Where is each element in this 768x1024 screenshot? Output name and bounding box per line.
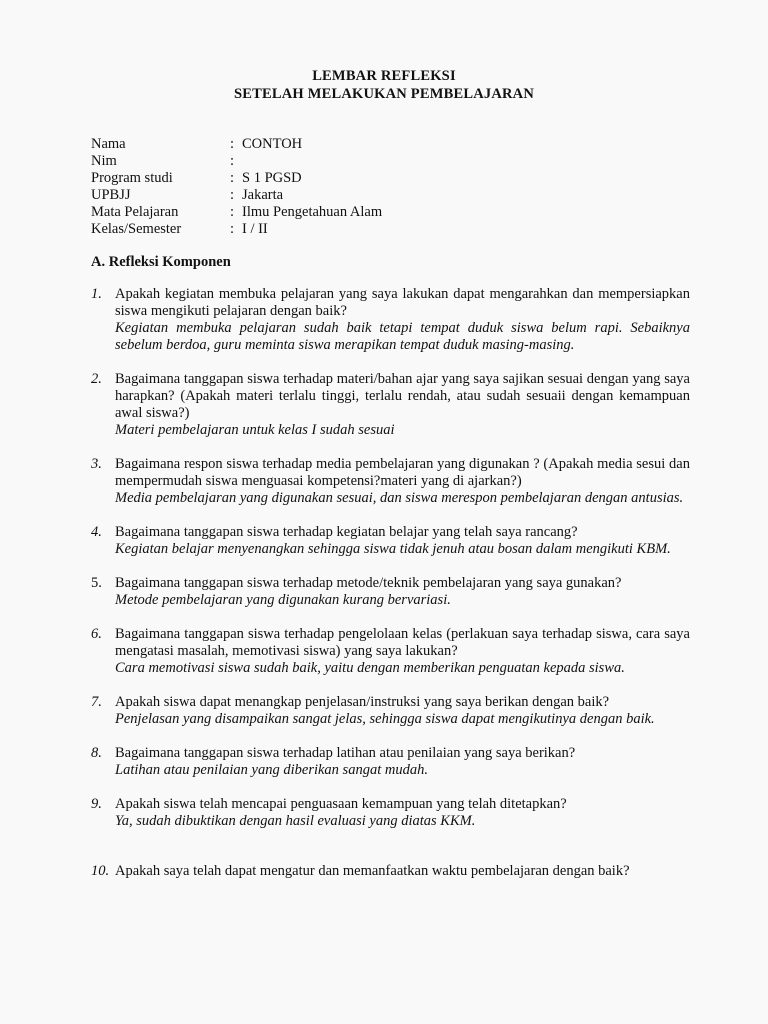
identity-value: Ilmu Pengetahuan Alam (242, 204, 383, 220)
identity-label: Nama (91, 136, 126, 152)
reflection-item-8 (91, 745, 690, 779)
document-title: LEMBAR REFLEKSI (312, 68, 456, 84)
item-number: 9. (91, 796, 102, 812)
identity-colon: : (230, 187, 235, 203)
reflection-item-9 (91, 796, 690, 830)
identity-colon: : (230, 204, 235, 220)
item-answer: Metode pembelajaran yang digunakan kurang bervariasi. (115, 592, 451, 608)
item-answer: Kegiatan membuka pelajaran sudah baik tetapi tempat duduk siswa belum rapi. Sebaiknya sebelum berdoa, guru meminta siswa merapikan tempat duduk masing-masing. (115, 320, 690, 353)
item-number: 3. (91, 456, 102, 472)
identity-label: Kelas/Semester (91, 221, 182, 237)
reflection-item-7 (91, 694, 690, 728)
item-answer: Cara memotivasi siswa sudah baik, yaitu dengan memberikan penguatan kepada siswa. (115, 660, 625, 676)
identity-colon: : (230, 136, 235, 152)
item-number: 6. (91, 626, 102, 642)
identity-value: S 1 PGSD (242, 170, 302, 186)
reflection-item-6 (91, 626, 690, 677)
item-answer: Materi pembelajaran untuk kelas I sudah sesuai (115, 422, 395, 438)
identity-value: I / II (242, 221, 268, 237)
item-answer: Ya, sudah dibuktikan dengan hasil evaluasi yang diatas KKM. (115, 813, 476, 829)
item-number: 7. (91, 694, 102, 710)
identity-colon: : (230, 170, 235, 186)
item-number: 4. (91, 524, 102, 540)
item-question: Apakah saya telah dapat mengatur dan memanfaatkan waktu pembelajaran dengan baik? (115, 863, 630, 879)
item-question: Bagaimana tanggapan siswa terhadap kegiatan belajar yang telah saya rancang? (115, 524, 578, 540)
identity-value: Jakarta (242, 187, 284, 203)
item-question: Bagaimana tanggapan siswa terhadap pengelolaan kelas (perlakuan saya terhadap siswa, cara saya mengatasi masalah, memotivasi siswa) yang saya lakukan? (115, 626, 690, 659)
reflection-list (91, 286, 690, 897)
item-number: 10. (91, 863, 110, 879)
document-subtitle: SETELAH MELAKUKAN PEMBELAJARAN (233, 86, 535, 102)
item-answer: Penjelasan yang disampaikan sangat jelas, sehingga siswa dapat mengikutinya dengan baik. (115, 711, 655, 727)
identity-label: Nim (91, 153, 117, 169)
identity-label: UPBJJ (91, 187, 131, 203)
reflection-item-2 (91, 371, 690, 439)
item-number: 8. (91, 745, 102, 761)
item-number: 5. (91, 575, 102, 591)
identity-value: CONTOH (242, 136, 303, 152)
item-question: Bagaimana tanggapan siswa terhadap materi/bahan ajar yang saya sajikan sesuai dengan yang saya harapkan? (Apakah materi terlalu tinggi, terlalu rendah, atau sudah sesuaii dengan kemampuan awal siswa?) (115, 371, 690, 421)
item-question: Apakah kegiatan membuka pelajaran yang saya lakukan dapat mengarahkan dan mempersiapkan siswa mengikuti pelajaran dengan baik? (115, 286, 690, 319)
reflection-item-5 (91, 575, 690, 609)
identity-colon: : (230, 153, 235, 169)
item-question: Bagaimana tanggapan siswa terhadap metode/teknik pembelajaran yang saya gunakan? (115, 575, 622, 591)
item-answer: Media pembelajaran yang digunakan sesuai, dan siswa merespon pembelajaran dengan antusias. (115, 490, 684, 506)
reflection-item-4 (91, 524, 690, 558)
item-question: Apakah siswa telah mencapai penguasaan kemampuan yang telah ditetapkan? (115, 796, 567, 812)
identity-label: Mata Pelajaran (91, 204, 179, 220)
item-question: Apakah siswa dapat menangkap penjelasan/instruksi yang saya berikan dengan baik? (115, 694, 610, 710)
section-heading: A. Refleksi Komponen (91, 254, 231, 270)
reflection-item-10 (91, 863, 690, 880)
item-question: Bagaimana respon siswa terhadap media pembelajaran yang digunakan ? (Apakah media sesui dan mempermudah siswa menguasai kompetensi?materi yang di ajarkan?) (115, 456, 690, 489)
item-number: 1. (91, 286, 102, 302)
item-number: 2. (91, 371, 102, 387)
identity-label: Program studi (91, 170, 173, 186)
identity-colon: : (230, 221, 235, 237)
reflection-item-1 (91, 286, 690, 354)
reflection-item-3 (91, 456, 690, 507)
item-question: Bagaimana tanggapan siswa terhadap latihan atau penilaian yang saya berikan? (115, 745, 576, 761)
item-answer: Kegiatan belajar menyenangkan sehingga siswa tidak jenuh atau bosan dalam mengikuti KBM. (115, 541, 671, 557)
item-answer: Latihan atau penilaian yang diberikan sangat mudah. (115, 762, 428, 778)
